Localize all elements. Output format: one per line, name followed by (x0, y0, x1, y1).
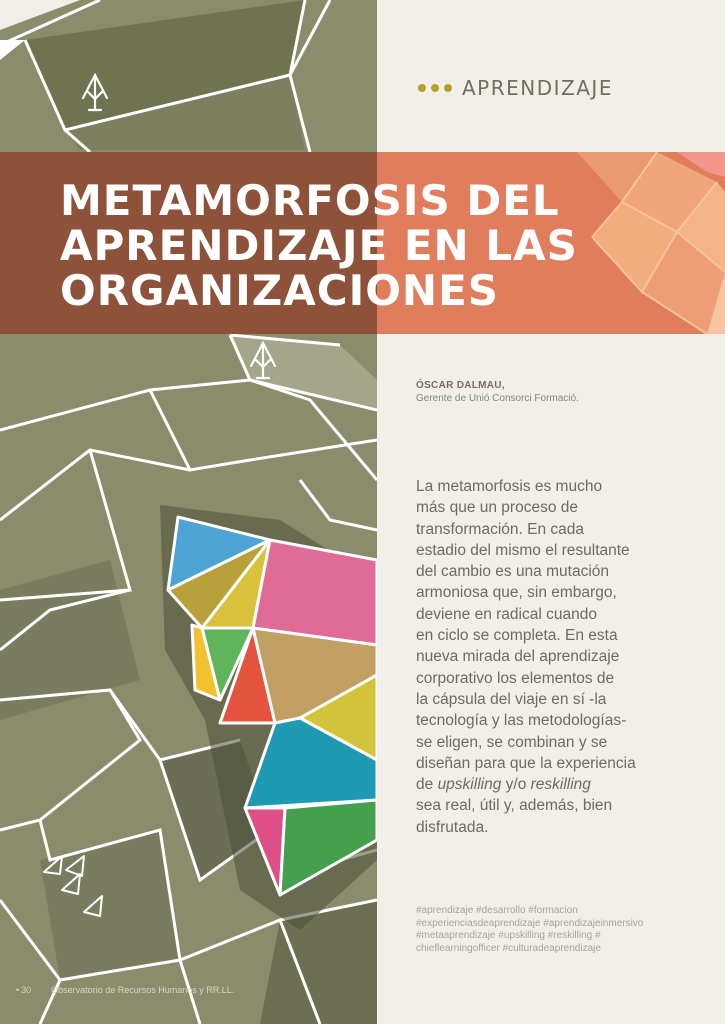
lead-line: del cambio es una mutación (416, 563, 610, 581)
lead-line: La metamorfosis es mucho (416, 478, 603, 495)
triangles-icon (40, 850, 110, 925)
section-label (418, 76, 613, 100)
lead-line: la cápsula del viaje en sí -la (416, 690, 607, 708)
title-line: METAMORFOSIS DEL (60, 176, 560, 225)
lead-line: transformación. En cada (416, 520, 585, 538)
publication-name: Observatorio de Recursos Humanos y RR.LL. (51, 985, 235, 995)
article-title (60, 178, 620, 313)
hashtag-line: chieflearningofficer #culturadeaprendizaje (416, 942, 601, 954)
hashtag-line: #aprendizaje #desarrollo #formacion (416, 905, 578, 916)
lead-line: estadio del mismo el resultante (416, 541, 630, 559)
section-dots (418, 84, 452, 92)
page-footer (16, 985, 234, 995)
lead-line: sea real, útil y, además, bien (416, 797, 613, 815)
lead-line: más que un proceso de (416, 499, 578, 517)
lead-italic: upskilling (437, 776, 502, 794)
author-block (416, 380, 579, 404)
lead-paragraph (416, 476, 656, 838)
tree-icon (80, 72, 110, 114)
lead-line: tecnología y las metodologías- (416, 712, 627, 730)
dot-icon (418, 84, 426, 92)
lead-line: se eligen, se combinan y se (416, 733, 608, 751)
lead-line: nueva mirada del aprendizaje (416, 648, 620, 666)
author-name: ÓSCAR DALMAU, (416, 380, 505, 391)
hashtag-line: #metaaprendizaje #upskilling #reskilling # (416, 930, 601, 941)
author-role: Gerente de Unió Consorci Formació. (416, 393, 579, 404)
lead-fragment: y/o (501, 776, 531, 794)
lead-line: deviene en radical cuando (416, 605, 597, 623)
dot-icon (431, 84, 439, 92)
lead-line: armoniosa que, sin embargo, (416, 584, 617, 602)
lead-line: en ciclo se completa. En esta (416, 627, 618, 645)
page-number: • 30 (16, 985, 31, 995)
lead-line: corporativo los elementos de (416, 669, 615, 687)
tree-icon (248, 340, 278, 382)
title-line: APRENDIZAJE EN LAS (60, 221, 578, 270)
lead-line: disfrutada. (416, 818, 489, 836)
section-name: APRENDIZAJE (462, 76, 613, 100)
dot-icon (444, 84, 452, 92)
lead-italic: reskilling (530, 776, 591, 794)
lead-fragment: de (416, 776, 438, 794)
title-line: ORGANIZACIONES (60, 266, 500, 315)
hashtags (416, 905, 686, 955)
lead-line-mixed (416, 774, 656, 795)
lead-line: diseñan para que la experiencia (416, 754, 636, 772)
hashtag-line: #experienciasdeaprendizaje #aprendizajeinmersivo (416, 917, 644, 929)
